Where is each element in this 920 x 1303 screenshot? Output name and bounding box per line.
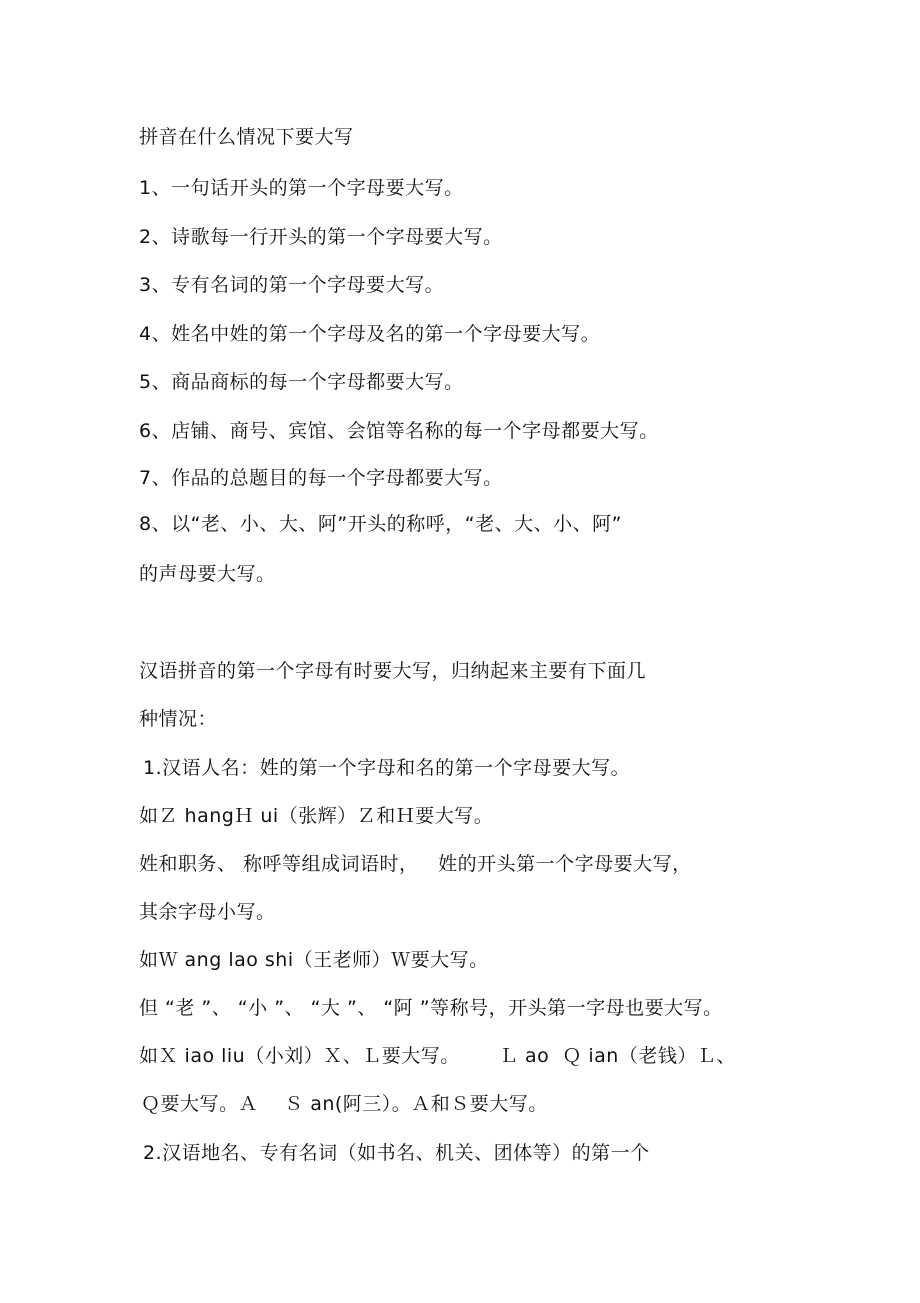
document-title: 拼音在什么情况下要大写 (139, 126, 354, 148)
rule-item-5: 5、商品商标的每一个字母都要大写。 (139, 371, 464, 393)
section2-example3-line2: Ｑ要大写。Ａ Ｓ an(阿三）。Ａ和Ｓ要大写。 (141, 1093, 548, 1115)
section2-item1-heading: 1.汉语人名：姓的第一个字母和名的第一个字母要大写。 (143, 757, 631, 779)
section2-example1: 如Ｚ hangＨ ui（张辉）Ｚ和Ｈ要大写。 (139, 805, 494, 827)
rule-item-2: 2、诗歌每一行开头的第一个字母要大写。 (139, 226, 503, 248)
section2-para2: 但 “老 ”、 “小 ”、 “大 ”、 “阿 ”等称号，开头第一字母也要大写。 (139, 997, 723, 1019)
rule-item-4: 4、姓名中姓的第一个字母及名的第一个字母要大写。 (139, 323, 601, 345)
section2-item2-heading: 2.汉语地名、专有名词（如书名、机关、团体等）的第一个 (143, 1142, 650, 1164)
rule-item-8-continued: 的声母要大写。 (139, 563, 276, 585)
section2-intro-line2: 种情况： (139, 708, 218, 730)
rule-item-3: 3、专有名词的第一个字母要大写。 (139, 274, 445, 296)
section2-example2: 如Ｗ ang lao shi（王老师）Ｗ要大写。 (139, 949, 489, 971)
rule-item-6: 6、店铺、商号、宾馆、会馆等名称的每一个字母都要大写。 (139, 420, 659, 442)
rule-item-8: 8、以“老、小、大、阿”开头的称呼，“老、大、小、阿” (139, 513, 622, 535)
rule-item-1: 1、一句话开头的第一个字母要大写。 (139, 177, 464, 199)
section2-example3-line1: 如Ｘ iao liu（小刘）Ｘ、Ｌ要大写。 Ｌ ao Ｑ ian（老钱）Ｌ、 (139, 1045, 736, 1067)
section2-para1-line1: 姓和职务、 称呼等组成词语时， 姓的开头第一个字母要大写， (139, 853, 692, 875)
rule-item-7: 7、作品的总题目的每一个字母都要大写。 (139, 467, 503, 489)
section2-para1-line2: 其余字母小写。 (139, 901, 276, 923)
section2-intro-line1: 汉语拼音的第一个字母有时要大写，归纳起来主要有下面几 (139, 660, 647, 682)
